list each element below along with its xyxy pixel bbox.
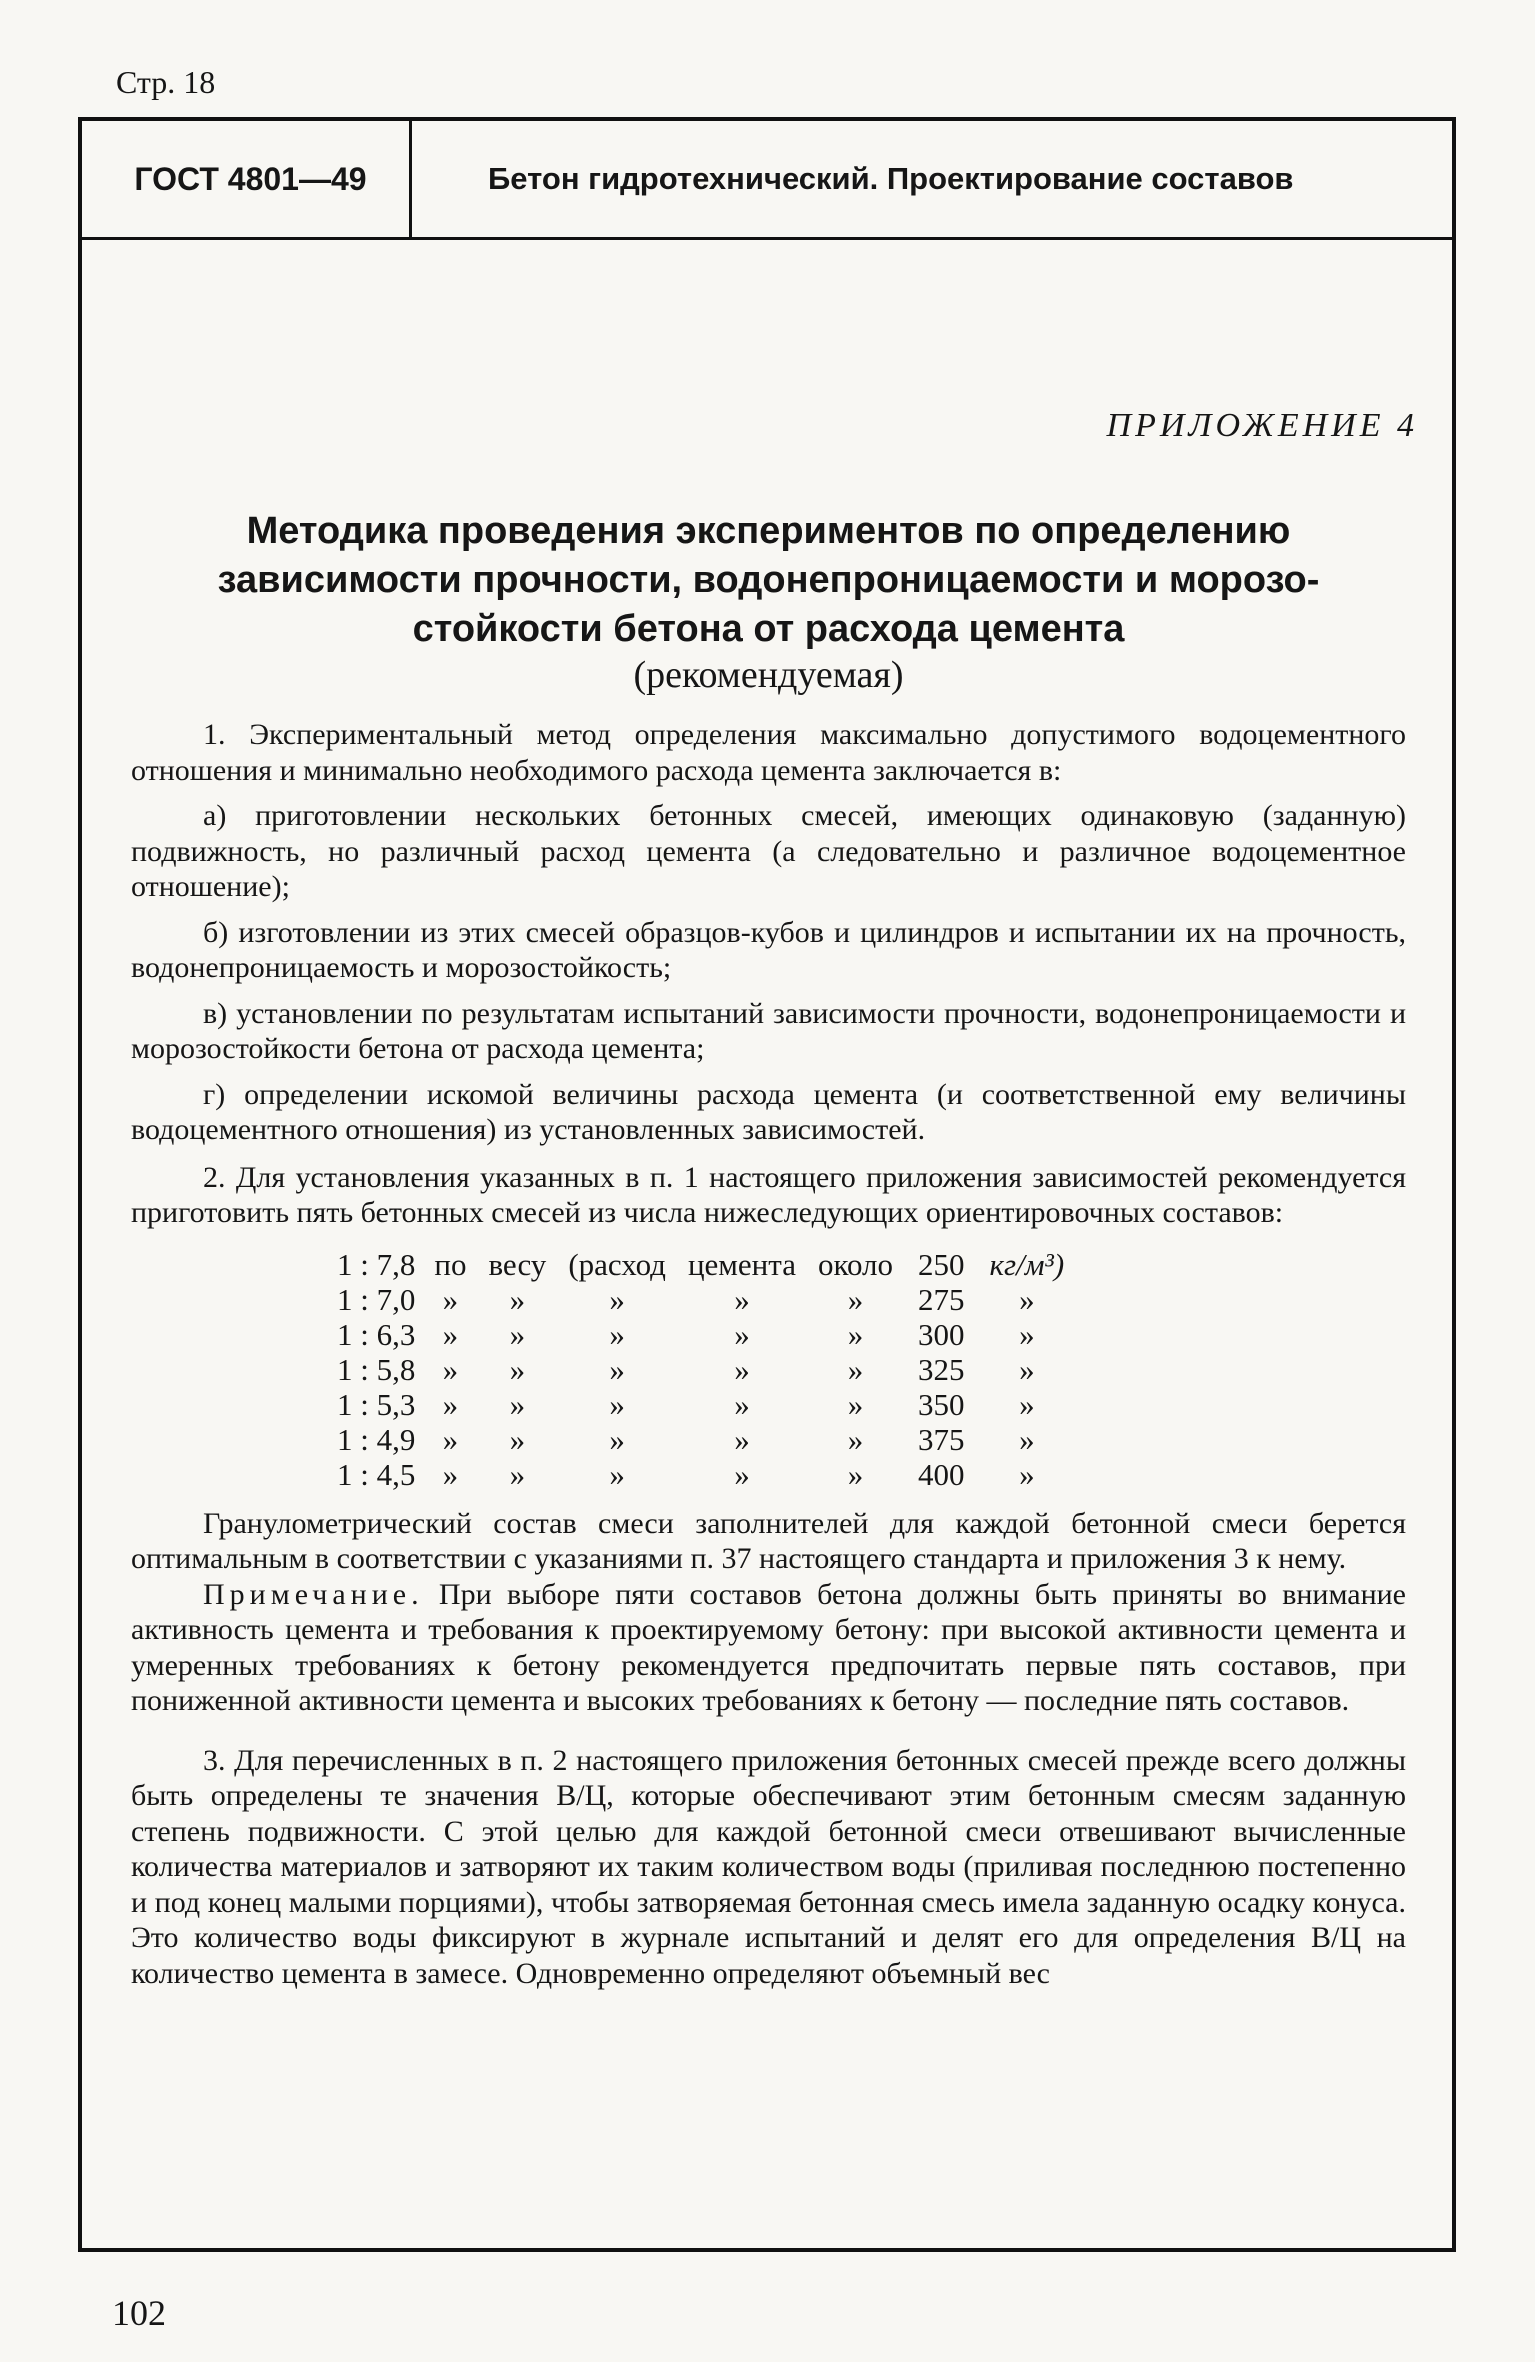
ditto-mark: » [442,1456,459,1492]
standard-code: ГОСТ 4801—49 [82,121,412,237]
cement-amount: 250 [918,1246,965,1282]
paragraph-1g: г) определении искомой величины расхода цемента (и соответственной ему величины водоцементного отношения) из установленных зависимостей. [131,1077,1406,1146]
cement-amount: 300 [918,1316,965,1352]
table-row [337,1422,1075,1457]
ditto-mark: » [509,1386,526,1422]
unit-label: кг/м³) [989,1246,1065,1282]
mix-composition-table [337,1247,1075,1492]
standard-title: Бетон гидротехнический. Проектирование составов [488,161,1294,196]
table-row [337,1387,1075,1422]
table-cell: весу [488,1246,547,1282]
ditto-mark: » [847,1421,864,1457]
mix-ratio: 1 : 4,5 [337,1456,416,1492]
ditto-mark: » [734,1281,750,1317]
ditto-mark: » [442,1421,459,1457]
paragraph-3: 3. Для перечисленных в п. 2 настоящего приложения бетонных смесей прежде всего должны быть определены те значения В/Ц, которые обеспечивают этим бетонным смесям заданную степень подвижности. С этой целью для каждой бетонной смеси отвешивают вычисленные количества материалов и затворяют их таким количеством воды (приливая последнюю постепенно и под конец малыми порциями), чтобы затворяемая бетонная смесь имела заданную осадку конуса. Это количество воды фиксируют в журнале испытаний и делят его для определения В/Ц на количество цемента в замесе. Одновременно определяют объемный вес [131,1743,1406,1990]
appendix-title [131,507,1406,654]
mix-ratio: 1 : 5,3 [337,1386,416,1422]
ditto-mark: » [1019,1351,1035,1387]
ditto-mark: » [1019,1281,1035,1317]
table-row [337,1457,1075,1492]
appendix-subtitle: (рекомендуемая) [633,654,904,696]
mix-ratio: 1 : 7,0 [337,1281,416,1317]
paragraph-1v: в) установлении по результатам испытаний зависимости прочности, водонепроницаемости и морозостойкости бетона от расхода цемента; [131,996,1406,1065]
ditto-mark: » [734,1386,750,1422]
ditto-mark: » [509,1456,526,1492]
ditto-mark: » [734,1351,750,1387]
ditto-mark: » [509,1316,526,1352]
note-text: При выборе пяти составов бетона должны быть приняты во внимание активность цемента и требования к проектируемому бетону: при высокой активности цемента и умеренных требованиях к бетону рекомендуется предпочитать первые пять составов, при пониженной активности цемента и высоких требованиях к бетону — последние пять составов. [131,1577,1406,1717]
paragraph-1b: б) изготовлении из этих смесей образцов-кубов и цилиндров и испытании их на прочность, водонепроницаемость и морозостойкость; [131,915,1406,984]
paragraph-1: 1. Экспериментальный метод определения максимально допустимого водоцементного отношения и минимально необходимого расхода цемента заключается в: [131,718,1406,787]
ditto-mark: » [734,1421,750,1457]
appendix-label: ПРИЛОЖЕНИЕ 4 [1106,407,1418,444]
cement-amount: 375 [918,1421,965,1457]
ditto-mark: » [509,1351,526,1387]
table-row [337,1317,1075,1352]
ditto-mark: » [442,1351,459,1387]
table-cell: по [434,1246,467,1282]
ditto-mark: » [509,1281,526,1317]
note [131,1577,1406,1719]
ditto-mark: » [847,1386,864,1422]
ditto-mark: » [442,1281,459,1317]
ditto-mark: » [1019,1421,1035,1457]
document-header [82,121,1452,240]
paragraph-2-continued: Гранулометрический состав смеси заполнителей для каждой бетонной смеси берется оптимальным в соответствии с указаниями п. 37 настоящего стандарта и приложения 3 к нему. [131,1506,1406,1575]
cement-amount: 275 [918,1281,965,1317]
ditto-mark: » [1019,1456,1035,1492]
table-row [337,1247,1075,1282]
ditto-mark: » [847,1351,864,1387]
table-cell: (расход [568,1246,666,1282]
ditto-mark: » [847,1281,864,1317]
table-row [337,1352,1075,1387]
paragraph-2: 2. Для установления указанных в п. 1 настоящего приложения зависимостей рекомендуется приготовить пять бетонных смесей из числа нижеследующих ориентировочных составов: [131,1160,1406,1229]
ditto-mark: » [734,1316,750,1352]
ditto-mark: » [442,1316,459,1352]
paragraph-1a: а) приготовлении нескольких бетонных смесей, имеющих одинаковую (заданную) подвижность, но различный расход цемента (а следовательно и различное водоцементное отношение); [131,799,1406,903]
mix-ratio: 1 : 4,9 [337,1421,416,1457]
table-cell: около [817,1246,894,1282]
body-text [131,717,1406,1991]
ditto-mark: » [509,1421,526,1457]
ditto-mark: » [1019,1316,1035,1352]
title-line: Методика проведения экспериментов по определению [246,510,1291,552]
ditto-mark: » [609,1316,625,1352]
ditto-mark: » [734,1456,750,1492]
page-number: 102 [112,2293,166,2333]
cement-amount: 325 [918,1351,965,1387]
title-line: стойкости бетона от расхода цемента [412,608,1125,650]
ditto-mark: » [609,1281,625,1317]
ditto-mark: » [847,1316,864,1352]
ditto-mark: » [1019,1386,1035,1422]
mix-ratio: 1 : 7,8 [337,1246,416,1282]
table-cell: цемента [687,1246,796,1282]
note-label: Примечание. [203,1577,424,1611]
ditto-mark: » [442,1386,459,1422]
page-frame [78,117,1456,2252]
title-line: зависимости прочности, водонепроницаемости и морозо- [217,559,1320,601]
ditto-mark: » [609,1421,625,1457]
ditto-mark: » [609,1456,625,1492]
page-label: Стр. 18 [116,64,216,100]
cement-amount: 350 [918,1386,965,1422]
mix-ratio: 1 : 6,3 [337,1316,416,1352]
ditto-mark: » [609,1351,625,1387]
ditto-mark: » [609,1386,625,1422]
ditto-mark: » [847,1456,864,1492]
cement-amount: 400 [918,1456,965,1492]
table-row [337,1282,1075,1317]
mix-ratio: 1 : 5,8 [337,1351,416,1387]
